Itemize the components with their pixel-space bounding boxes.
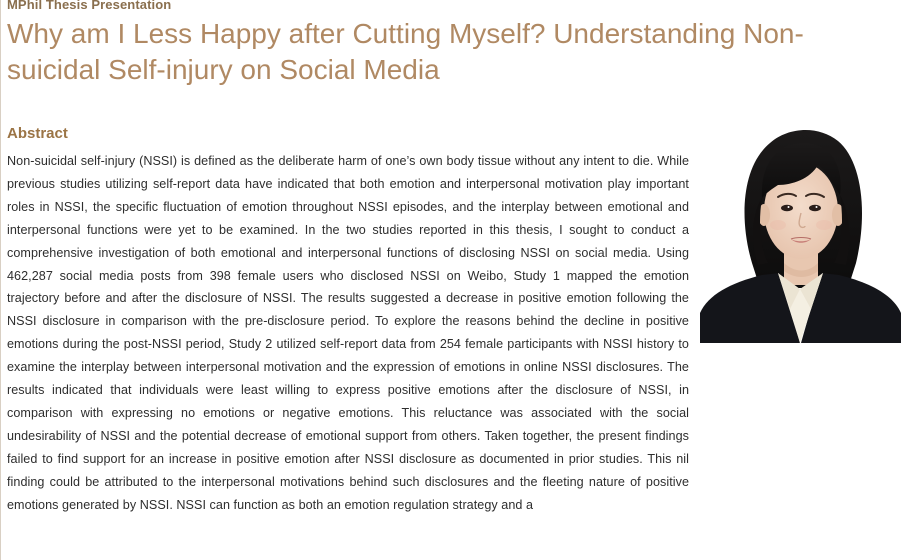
abstract-heading: Abstract: [7, 125, 68, 142]
presenter-photo: [700, 113, 901, 343]
presenter-portrait-graphic: [700, 113, 901, 343]
abstract-body: Non-suicidal self-injury (NSSI) is defined as the deliberate harm of one’s own body tissue without any intent to die. While previous studies utilizing self-report data have indicated that both emotion and interpersonal motivation play important roles in NSSI, the specific fluctuation of emotion throughout NSSI episodes, and the interplay between emotional and interpersonal functions were yet to be examined. In the two studies reported in this thesis, I sought to conduct a comprehensive investigation of both emotional and interpersonal functions of disclosing NSSI on social media. Using 462,287 social media posts from 398 female users who disclosed NSSI on Weibo, Study 1 mapped the emotion trajectory before and after the disclosure of NSSI. The results suggested a decrease in positive emotion following the NSSI disclosure in comparison with the pre-disclosure period. To explore the reasons behind the decline in positive emotions during the post-NSSI period, Study 2 utilized self-report data from 254 female participants with NSSI history to examine the interplay between interpersonal motivation and the expression of emotions in online NSSI disclosures. The results indicated that individuals were least willing to express positive emotions after the disclosure of NSSI, in comparison with expressing no emotions or negative emotions. This reluctance was associated with the social undesirability of NSSI and the potential decrease of emotional support from others. Taken together, the present findings failed to find support for an increase in positive emotion after NSSI disclosure as documented in prior studies. This nil finding could be attributed to the interpersonal motivations behind such disclosures and the fleeting nature of positive emotions generated by NSSI. NSSI can function as both an emotion regulation strategy and a: [7, 154, 689, 512]
thesis-title: Why am I Less Happy after Cutting Myself? Understanding Non-suicidal Self-injury on Social Media: [7, 18, 804, 85]
page-left-border: [0, 0, 1, 560]
presentation-type-label: MPhil Thesis Presentation: [7, 0, 172, 12]
